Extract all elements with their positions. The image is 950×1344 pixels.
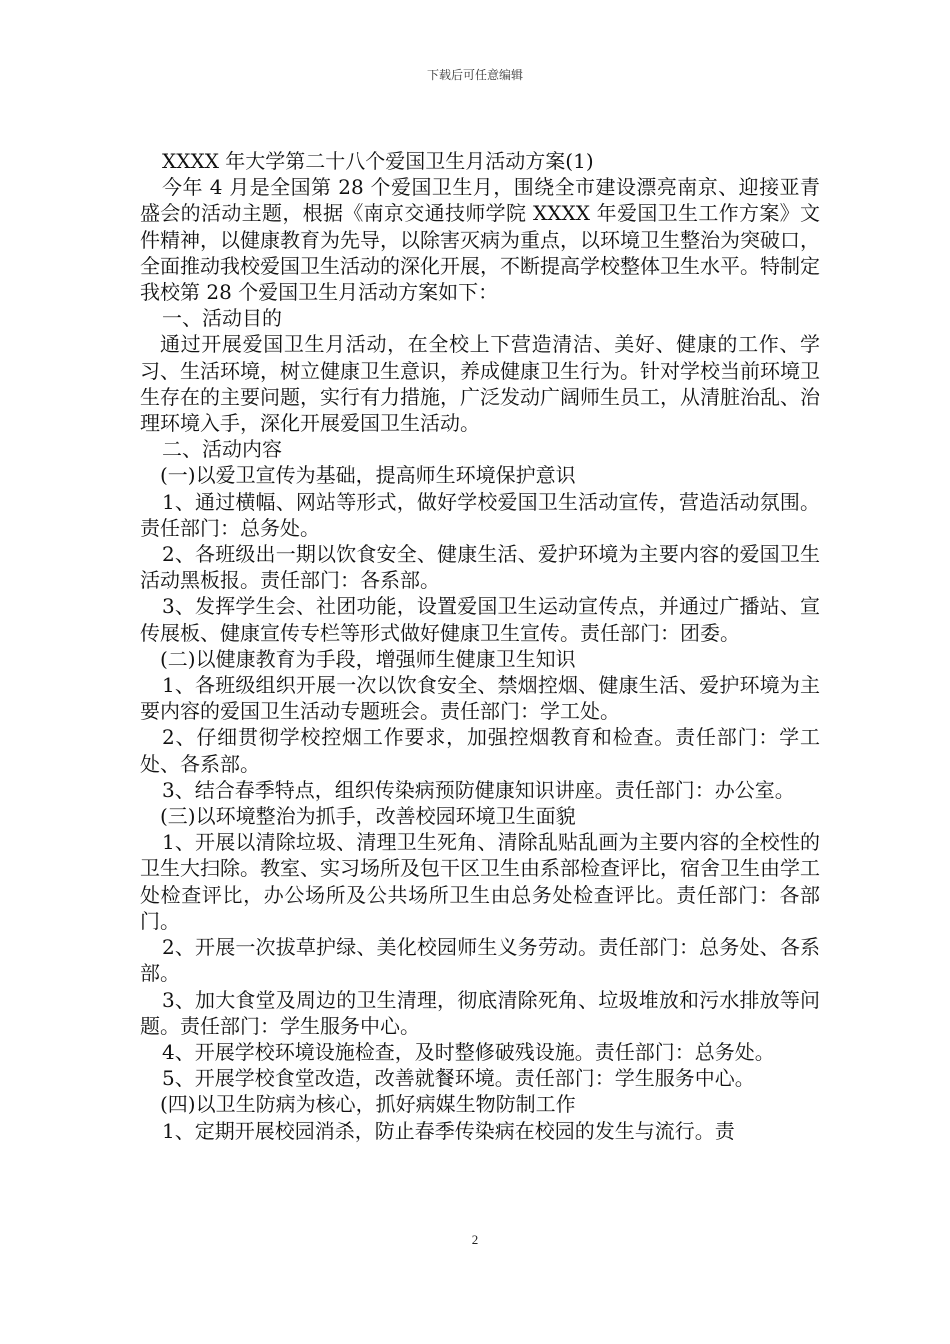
list-item: 3、结合春季特点，组织传染病预防健康知识讲座。责任部门：办公室。: [162, 777, 795, 802]
section-heading-purpose: 一、活动目的: [162, 306, 282, 331]
list-item: 2、仔细贯彻学校控烟工作要求，加强控烟教育和检查。责任部门：学工处、各系部。: [140, 725, 820, 776]
list-item: 2、各班级出一期以饮食安全、健康生活、爱护环境为主要内容的爱国卫生活动黑板报。责任部门：各系部。: [140, 542, 820, 593]
section-heading-content: 二、活动内容: [162, 437, 282, 462]
list-item: 1、各班级组织开展一次以饮食安全、禁烟控烟、健康生活、爱护环境为主要内容的爱国卫生活动专题班会。责任部门：学工处。: [140, 673, 820, 724]
list-item: 1、开展以清除垃圾、清理卫生死角、清除乱贴乱画为主要内容的全校性的卫生大扫除。教室、实习场所及包干区卫生由系部检查评比，宿舍卫生由学工处检查评比，办公场所及公共场所卫生由总务处检查评比。责任部门：各部门。: [140, 830, 820, 933]
page-header-note: 下载后可任意编辑: [426, 68, 523, 82]
list-item: 3、加大食堂及周边的卫生清理，彻底清除死角、垃圾堆放和污水排放等问题。责任部门：学生服务中心。: [140, 987, 820, 1038]
list-item: 3、发挥学生会、社团功能，设置爱国卫生运动宣传点，并通过广播站、宣传展板、健康宣传专栏等形式做好健康卫生宣传。责任部门：团委。: [140, 594, 820, 645]
list-item: 2、开展一次拔草护绿、美化校园师生义务劳动。责任部门：总务处、各系部。: [140, 935, 820, 986]
list-item: 5、开展学校食堂改造，改善就餐环境。责任部门：学生服务中心。: [162, 1066, 755, 1091]
list-item: 1、定期开展校园消杀，防止春季传染病在校园的发生与流行。责: [162, 1118, 735, 1143]
list-item: 4、开展学校环境设施检查，及时整修破残设施。责任部门：总务处。: [162, 1039, 775, 1064]
list-item: 1、通过横幅、网站等形式，做好学校爱国卫生活动宣传，营造活动氛围。责任部门：总务处。: [140, 489, 820, 540]
page-number: 2: [471, 1232, 479, 1247]
subsection-heading-health-education: (二)以健康教育为手段，增强师生健康卫生知识: [160, 646, 576, 671]
document-body: [140, 148, 820, 1144]
intro-paragraph: 今年 4 月是全国第 28 个爱国卫生月，围绕全市建设漂亮南京、迎接亚青盛会的活动主题，根据《南京交通技师学院 XXXX 年爱国卫生工作方案》文件精神，以健康教育为先导，以除害灭病为重点，以环境卫生整治为突破口，全面推动我校爱国卫生活动的深化开展，不断提高学校整体卫生水平。特制定我校第 28 个爱国卫生月活动方案如下：: [140, 175, 820, 305]
section-purpose-text: 通过开展爱国卫生月活动，在全校上下营造清洁、美好、健康的工作、学习、生活环境，树立健康卫生意识，养成健康卫生行为。针对学校当前环境卫生存在的主要问题，实行有力措施，广泛发动广阔师生员工，从清脏治乱、治理环境入手，深化开展爱国卫生活动。: [140, 332, 820, 436]
subsection-heading-environment: (三)以环境整治为抓手，改善校园环境卫生面貌: [160, 804, 576, 829]
subsection-heading-publicity: (一)以爱卫宣传为基础，提高师生环境保护意识: [160, 463, 576, 488]
subsection-heading-disease-prevention: (四)以卫生防病为核心，抓好病媒生物防制工作: [160, 1092, 576, 1117]
document-title: XXXX 年大学第二十八个爱国卫生月活动方案(1): [162, 149, 594, 173]
